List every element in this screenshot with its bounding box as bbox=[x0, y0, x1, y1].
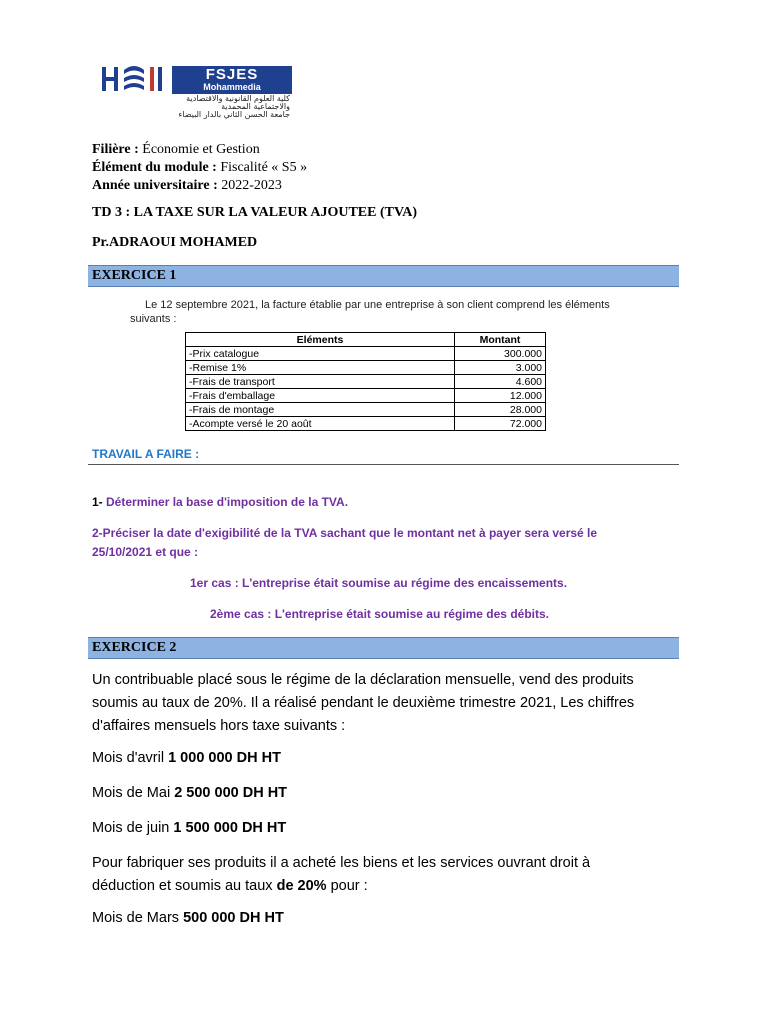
question-2 bbox=[92, 524, 682, 562]
row-amount: 12.000 bbox=[455, 389, 546, 403]
row-amount: 300.000 bbox=[455, 347, 546, 361]
logo-arabic-line-2: والاجتماعية المحمدية bbox=[221, 102, 290, 111]
header-montant: Montant bbox=[455, 333, 546, 347]
question-2-line-2: 25/10/2021 et que : bbox=[92, 545, 199, 559]
statement-line-2: soumis au taux de 20%. Il a réalisé pendant le deuxième trimestre 2021, Les chiffres bbox=[92, 695, 635, 711]
month-june bbox=[92, 817, 286, 840]
table-row bbox=[186, 389, 546, 403]
logo-arabic-line-1: كلية العلوم القانونية والاقتصادية bbox=[186, 94, 290, 103]
purchases-line-2-c: pour : bbox=[326, 878, 368, 894]
statement-line-3: d'affaires mensuels hors taxe suivants : bbox=[92, 718, 346, 734]
month-april-value: 1 000 000 DH HT bbox=[168, 750, 281, 766]
exercice-2-heading-text: EXERCICE 2 bbox=[92, 640, 177, 655]
intro-line-2: suivants : bbox=[130, 313, 177, 325]
row-amount: 3.000 bbox=[455, 361, 546, 375]
row-label: -Frais de transport bbox=[186, 375, 455, 389]
fsjes-logo bbox=[100, 64, 292, 119]
filiere-line bbox=[92, 141, 307, 159]
exercice-2-heading bbox=[88, 637, 679, 659]
course-info bbox=[92, 141, 307, 195]
month-april bbox=[92, 747, 281, 770]
month-march-value: 500 000 DH HT bbox=[183, 910, 284, 926]
cas-2: 2ème cas : L'entreprise était soumise au régime des débits. bbox=[210, 607, 549, 621]
module-label: Élément du module : bbox=[92, 160, 217, 175]
table-row bbox=[186, 403, 546, 417]
table-row bbox=[186, 347, 546, 361]
logo-arabic-text bbox=[110, 95, 290, 119]
row-amount: 4.600 bbox=[455, 375, 546, 389]
purchases-statement bbox=[92, 852, 692, 898]
purchases-line-1: Pour fabriquer ses produits il a acheté les biens et les services ouvrant droit à bbox=[92, 855, 591, 871]
logo-name: FSJES bbox=[205, 66, 259, 83]
row-label: -Frais d'emballage bbox=[186, 389, 455, 403]
logo-city: Mohammedia bbox=[203, 82, 261, 92]
document-title: TD 3 : LA TAXE SUR LA VALEUR AJOUTEE (TVA) bbox=[92, 205, 418, 220]
logo-arabic-line-3: جامعة الحسن الثاني بالدار البيضاء bbox=[178, 110, 290, 119]
table-row bbox=[186, 375, 546, 389]
module-line bbox=[92, 159, 307, 177]
invoice-table-header bbox=[186, 333, 546, 347]
invoice-table bbox=[185, 332, 546, 431]
month-june-value: 1 500 000 DH HT bbox=[173, 820, 287, 836]
filiere-label: Filière : bbox=[92, 142, 139, 157]
exercice-1-intro bbox=[130, 298, 650, 326]
university-emblem-icon bbox=[100, 64, 170, 94]
row-label: -Acompte versé le 20 août bbox=[186, 417, 455, 431]
question-1-number: 1- bbox=[92, 495, 103, 509]
module-value: Fiscalité « S5 » bbox=[220, 160, 308, 175]
month-april-label: Mois d'avril bbox=[92, 750, 169, 766]
professor-name: Pr.ADRAOUI MOHAMED bbox=[92, 235, 258, 250]
question-1 bbox=[92, 493, 348, 512]
question-1-text: Déterminer la base d'imposition de la TVA. bbox=[106, 495, 349, 509]
month-may-label: Mois de Mai bbox=[92, 785, 175, 801]
question-2-line-1: 2-Préciser la date d'exigibilité de la TVA sachant que le montant net à payer sera versé le bbox=[92, 526, 598, 540]
filiere-value: Économie et Gestion bbox=[142, 142, 260, 157]
purchases-line-2 bbox=[92, 875, 692, 898]
month-may bbox=[92, 782, 287, 805]
month-june-label: Mois de juin bbox=[92, 820, 174, 836]
row-amount: 72.000 bbox=[455, 417, 546, 431]
exercice-1-heading-text: EXERCICE 1 bbox=[92, 268, 177, 283]
intro-line-1: Le 12 septembre 2021, la facture établie par une entreprise à son client comprend les éléments bbox=[145, 299, 610, 311]
purchases-rate: de 20% bbox=[276, 878, 327, 894]
month-march-label: Mois de Mars bbox=[92, 910, 184, 926]
exercice-1-heading bbox=[88, 265, 679, 287]
row-label: -Frais de montage bbox=[186, 403, 455, 417]
month-march bbox=[92, 907, 284, 930]
travail-a-faire: TRAVAIL A FAIRE : bbox=[92, 447, 200, 461]
month-may-value: 2 500 000 DH HT bbox=[174, 785, 288, 801]
table-row bbox=[186, 361, 546, 375]
exercice-2-statement bbox=[92, 669, 692, 738]
header-elements: Eléments bbox=[186, 333, 455, 347]
row-label: -Remise 1% bbox=[186, 361, 455, 375]
annee-line bbox=[92, 177, 307, 195]
annee-value: 2022-2023 bbox=[221, 178, 282, 193]
table-row bbox=[186, 417, 546, 431]
purchases-line-2-a: déduction et soumis au taux bbox=[92, 878, 277, 894]
logo-banner bbox=[172, 66, 292, 94]
annee-label: Année universitaire : bbox=[92, 178, 218, 193]
row-amount: 28.000 bbox=[455, 403, 546, 417]
statement-line-1: Un contribuable placé sous le régime de la déclaration mensuelle, vend des produits bbox=[92, 672, 634, 688]
divider bbox=[88, 464, 679, 465]
row-label: -Prix catalogue bbox=[186, 347, 455, 361]
cas-1: 1er cas : L'entreprise était soumise au régime des encaissements. bbox=[190, 576, 568, 590]
